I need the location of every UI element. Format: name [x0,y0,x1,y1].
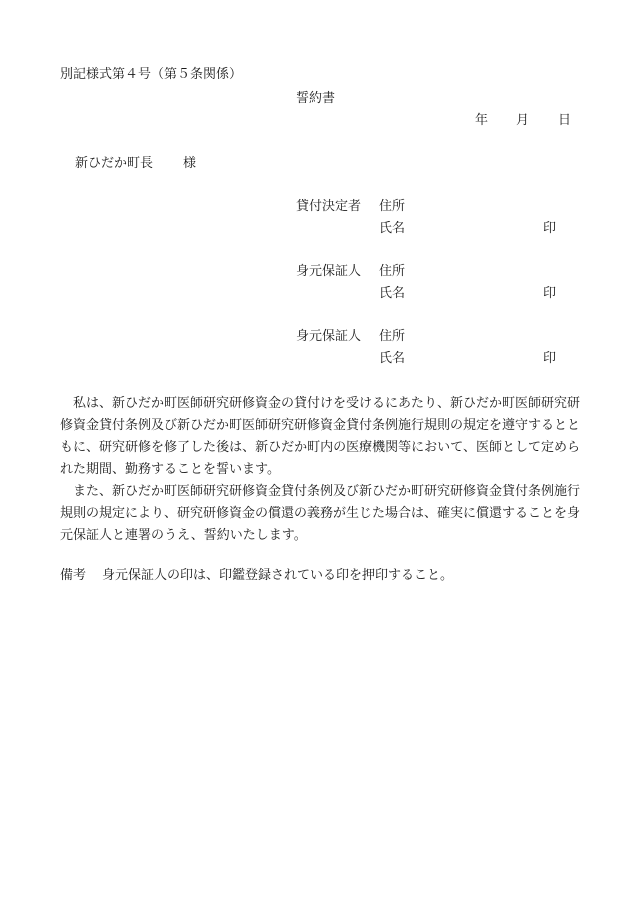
date-year-label: 年 [475,113,489,128]
signatory-role: 身元保証人 [296,329,362,344]
signatory-role: 身元保証人 [296,264,362,279]
address-label: 住所 [379,199,406,214]
address-label: 住所 [379,264,406,279]
form-number: 別記様式第４号（第５条関係） [60,67,243,82]
name-label: 氏名 [379,221,406,236]
pledge-body [60,393,580,547]
address-label: 住所 [379,329,406,344]
addressee-honorific: 様 [183,156,197,171]
date-day-label: 日 [558,113,572,128]
name-label: 氏名 [379,351,406,366]
pledge-paragraph-1: 私は、新ひだか町医師研究研修資金の貸付けを受けるにあたり、新ひだか町医師研究研修資金貸付条例及び新ひだか町医師研究研修資金貸付条例施行規則の規定を遵守するとともに、研究研修を修了した後は、新ひだか町内の医療機関等において、医師として定められた期間、勤務することを誓います。 [60,396,581,477]
addressee: 新ひだか町長 [75,156,154,171]
remarks-text: 身元保証人の印は、印鑑登録されている印を押印すること。 [102,568,454,583]
document-title: 誓約書 [296,91,336,106]
seal-mark: 印 [543,221,557,236]
date-month-label: 月 [516,113,530,128]
name-label: 氏名 [379,286,406,301]
pledge-paragraph-2: また、新ひだか町医師研究研修資金貸付条例及び新ひだか町研究研修資金貸付条例施行規則の規定により、研究研修資金の償還の義務が生じた場合は、確実に償還することを身元保証人と連署のうえ、誓約いたします。 [60,484,581,543]
seal-mark: 印 [543,351,557,366]
signatory-role: 貸付決定者 [296,199,362,214]
remarks-label: 備考 [60,568,87,583]
seal-mark: 印 [543,286,557,301]
